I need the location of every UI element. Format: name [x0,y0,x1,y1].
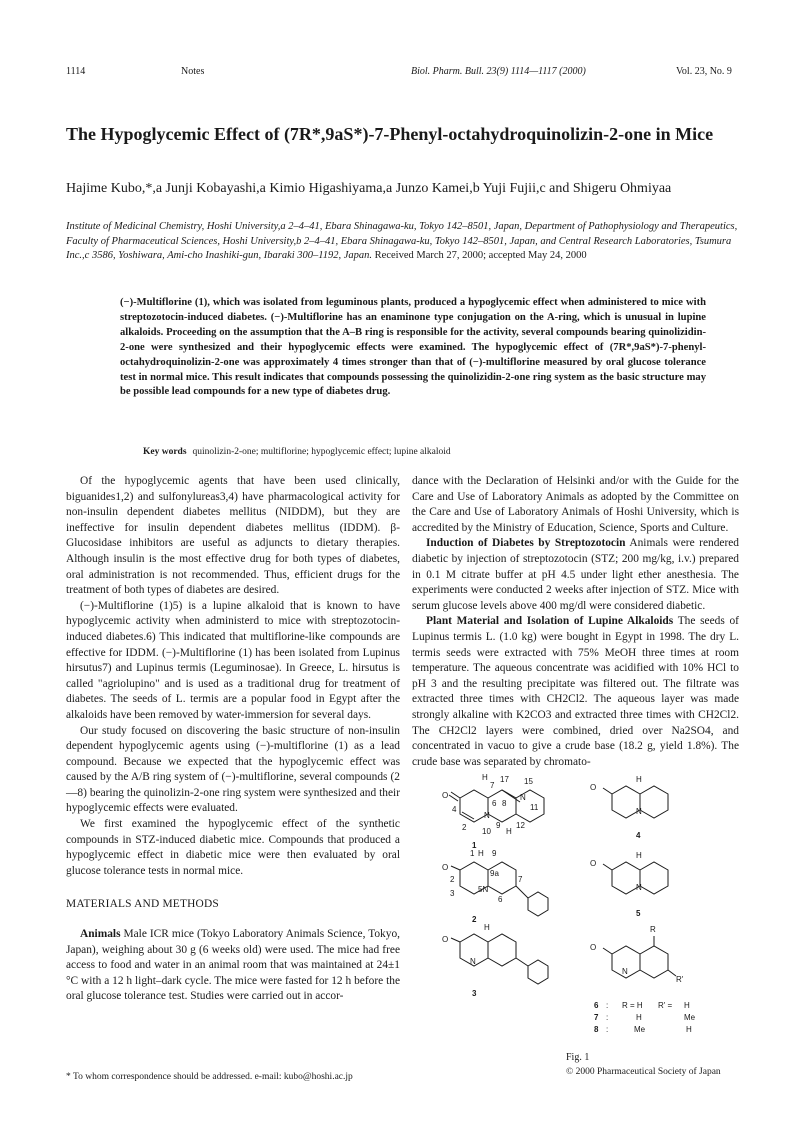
received-dates: Received March 27, 2000; accepted May 24, 2000 [374,250,587,261]
svg-text:8: 8 [594,1025,599,1034]
svg-text:1: 1 [470,849,475,858]
svg-text:H: H [636,851,642,860]
structure-2 [442,849,548,924]
paragraph: Of the hypoglycemic agents that have been used clinically, biguanides1,2) and sulfonylureas3,4) have pharmacological activity for non-insulin dependent diabetes mellitus (NIDDM), but they are ineffective for insulin dependent diabetes mellitus (IDDM). β-Glucosidase inhibitors are useful as adjuncts to dietary therapies. Although insulin is the most effective drug for both types of diabetes, oral administration is not recommended. Thus, efficient drugs for the treatment of both types of diabetes are desired. [66,475,400,597]
paragraph: (−)-Multiflorine (1)5) is a lupine alkaloid that is known to have hypoglycemic activity when administerd to mice with streptozotocin-induced diabetes.6) This indicated that multiflorine-like compounds are effective for IDDM. (−)-Multiflorine (1) has been isolated from Lupinus hirsutus7) and Lupinus termis (Leguminosae). In Greece, L. hirsutus is called "agriolupino" and is used as a traditional drug for treatment of diabetes. The seeds of L. termis are a popular food in Egypt after the alkaloids have been removed by water-immersion for several days. [66,599,400,721]
svg-text:H: H [684,1001,690,1010]
svg-text:2: 2 [450,875,455,884]
subheading: Induction of Diabetes by Streptozotocin [426,537,626,550]
svg-text:9: 9 [496,821,501,830]
svg-text:O: O [442,791,449,800]
svg-text::: : [606,1025,609,1034]
svg-text:6: 6 [492,799,497,808]
structure-4 [590,775,668,840]
svg-text:5: 5 [636,909,641,918]
keywords-label: Key words [143,447,187,457]
article-title: The Hypoglycemic Effect of (7R*,9aS*)-7-Phenyl-octahydroquinolizin-2-one in Mice [66,124,714,144]
figure-1 [440,758,740,1063]
svg-text:N: N [622,967,628,976]
paragraph-text: Male ICR mice (Tokyo Laboratory Animals Science, Tokyo, Japan), weighing about 30 g (6 weeks old) were used. The mice had free access to food and water in an animal room that was maintained at 24±1 °C with a 12 h light–dark cycle. The mice were fasted for 12 h before the oral glucose tolerance test. Studies were carried out in accor- [66,928,400,1003]
svg-text:2: 2 [462,823,467,832]
svg-text:R' =: R' = [658,1001,673,1010]
subheading: Plant Material and Isolation of Lupine Alkaloids [426,615,674,628]
paragraph: Our study focused on discovering the basic structure of non-insulin dependent hypoglycemic agents using (−)-multiflorine (1) as a lead compound. Because we expected that the hypoglycemic effect was caused by the A/B ring system of (−)-multiflorine, several compounds (2—8) bearing the quinolizin-2-one ring system were synthesized and their hypoglycemic effects were evaluated. [66,724,400,815]
paragraph-text: Animals were rendered diabetic by injection of streptozotocin (STZ; 200 mg/kg, i.v.) prepared in 0.1 M citrate buffer at pH 4.5 under light ether anesthesia. The experiments were conducted 2 weeks after injection of STZ. Mice with serum glucose levels above 400 mg/dl were considered diabetic. [412,537,739,612]
abstract: (−)-Multiflorine (1), which was isolated from leguminous plants, produced a hypoglycemic effect when administered to mice with streptozotocin-induced diabetes. (−)-Multiflorine has an enaminone type conjugation on the A-ring, which is unusual in lupine alkaloids. Proceeding on the assumption that the A–B ring is responsible for the activity, several compounds bearing quinolizidin-2-one were synthesized and their hypoglycemic effects were examined. The hypoglycemic effect of (7R*,9aS*)-7-phenyl-octahydroquinolizin-2-one was approximately 4 times stronger than that of (−)-multiflorine measured by oral glucose tolerance test in normal mice. This result indicates that compounds possessing the quinolizidin-2-one ring system as the basic structure may be possible lead compounds for a new type of diabetes drug. [120,297,706,398]
svg-text:H: H [506,827,512,836]
svg-text:5N: 5N [478,885,489,894]
svg-text:N: N [470,957,476,966]
svg-text::: : [606,1001,609,1010]
structure-1 [442,773,544,850]
svg-text:H: H [686,1025,692,1034]
svg-text:17: 17 [500,775,509,784]
svg-text:12: 12 [516,821,525,830]
svg-text:7: 7 [594,1013,599,1022]
svg-text:H: H [484,923,490,932]
svg-text:9: 9 [492,849,497,858]
section-label: Notes [181,66,205,77]
svg-text:O: O [590,783,597,792]
chemical-structures [440,758,740,1048]
svg-text:H: H [482,773,488,782]
section-heading: MATERIALS AND METHODS [66,898,219,911]
keywords [143,447,451,457]
page-number: 1114 [66,66,86,77]
svg-text:N: N [520,793,526,802]
column-right [412,474,739,770]
svg-text:R': R' [676,975,684,984]
svg-text:H: H [478,849,484,858]
svg-text:3: 3 [472,989,477,998]
paragraph [412,614,739,770]
journal-citation: Biol. Pharm. Bull. 23(9) 1114—1117 (2000) [411,66,586,77]
paragraph-text: The seeds of Lupinus termis L. (1.0 kg) were bought in Egypt in 1998. The dry L. termis seeds were extracted with 75% MeOH three times at room temperature. The aqueous concentrate was acidified with 10% HCl to pH 3 and the resulting precipitate was filtered out. The filtrate was extracted three times with CH2Cl2. The aqueous layer was made strongly alkaline with K2CO3 and extracted three times with CH2Cl2. The CH2Cl2 layers were combined, dried over Na2SO4, and concentrated in vacuo to give a crude base (18.2 g, yield 1.8%). The crude base was separated by chromato- [412,615,739,768]
paragraph [412,536,739,614]
svg-text:Me: Me [684,1013,696,1022]
figure-caption: Fig. 1 [566,1052,590,1063]
keywords-text: quinolizin-2-one; multiflorine; hypoglycemic effect; lupine alkaloid [192,447,451,457]
copyright-notice: © 2000 Pharmaceutical Society of Japan [566,1067,721,1077]
svg-text:6: 6 [498,895,503,904]
structure-5 [590,851,668,918]
volume-label: Vol. 23, No. 9 [676,66,732,77]
correspondence-footnote: * To whom correspondence should be addressed. e-mail: kubo@hoshi.ac.jp [66,1072,353,1082]
svg-text:O: O [590,859,597,868]
svg-text:8: 8 [502,799,507,808]
subheading: Animals [80,928,121,941]
svg-text:H: H [636,775,642,784]
paragraph [66,927,400,1005]
svg-text:3: 3 [450,889,455,898]
affiliation-text: Institute of Medicinal Chemistry, Hoshi University,a 2–4–41, Ebara Shinagawa-ku, Tokyo 142–8501, Japan, Department of Pathophysiology and Therapeutics, Faculty of Pharmaceutical Sciences, Hoshi University,b 2–4–41, Ebara Shinagawa-ku, Tokyo 142–8501, Japan, and Central Research Laboratories, Tsumura Inc.,c 3586, Yoshiwara, Ami-cho Inashiki-gun, Ibaraki 300–1192, Japan. [66,221,738,261]
svg-text:7: 7 [490,781,495,790]
column-left [66,474,400,1005]
svg-text:4: 4 [452,805,457,814]
author-list: Hajime Kubo,*,a Junji Kobayashi,a Kimio Higashiyama,a Junzo Kamei,b Yuji Fujii,c and Shigeru Ohmiyaa [66,181,672,196]
substituent-table [594,1001,696,1034]
paragraph: dance with the Declaration of Helsinki and/or with the Guide for the Care and Use of Laboratory Animals as adopted by the Committee on the Care and Use of Laboratory Animals of Hoshi University, which is accredited by the Ministry of Education, Science, Sports and Culture. [412,475,739,534]
svg-text:O: O [442,863,449,872]
svg-text:O: O [442,935,449,944]
svg-text:6: 6 [594,1001,599,1010]
structure-6-8 [590,925,684,984]
svg-text:1: 1 [472,841,477,850]
svg-text:2: 2 [472,915,477,924]
svg-text::: : [606,1013,609,1022]
svg-text:N: N [636,883,642,892]
svg-text:N: N [636,807,642,816]
svg-text:R = H: R = H [622,1001,643,1010]
svg-text:N: N [484,811,490,820]
svg-text:R: R [650,925,656,934]
svg-text:7: 7 [518,875,523,884]
svg-text:O: O [590,943,597,952]
svg-text:9a: 9a [490,869,499,878]
svg-text:10: 10 [482,827,491,836]
svg-text:4: 4 [636,831,641,840]
structure-3 [442,923,548,998]
svg-text:11: 11 [530,803,539,812]
affiliation [66,220,738,264]
paragraph: We first examined the hypoglycemic effect of the synthetic compounds in STZ-induced diabetic mice. Compounds that produced a hypoglycemic effect in diabetic mice were then evaluated by oral glucose tolerance tests in normal mice. [66,818,400,877]
svg-text:H: H [636,1013,642,1022]
svg-text:Me: Me [634,1025,646,1034]
svg-text:15: 15 [524,777,533,786]
